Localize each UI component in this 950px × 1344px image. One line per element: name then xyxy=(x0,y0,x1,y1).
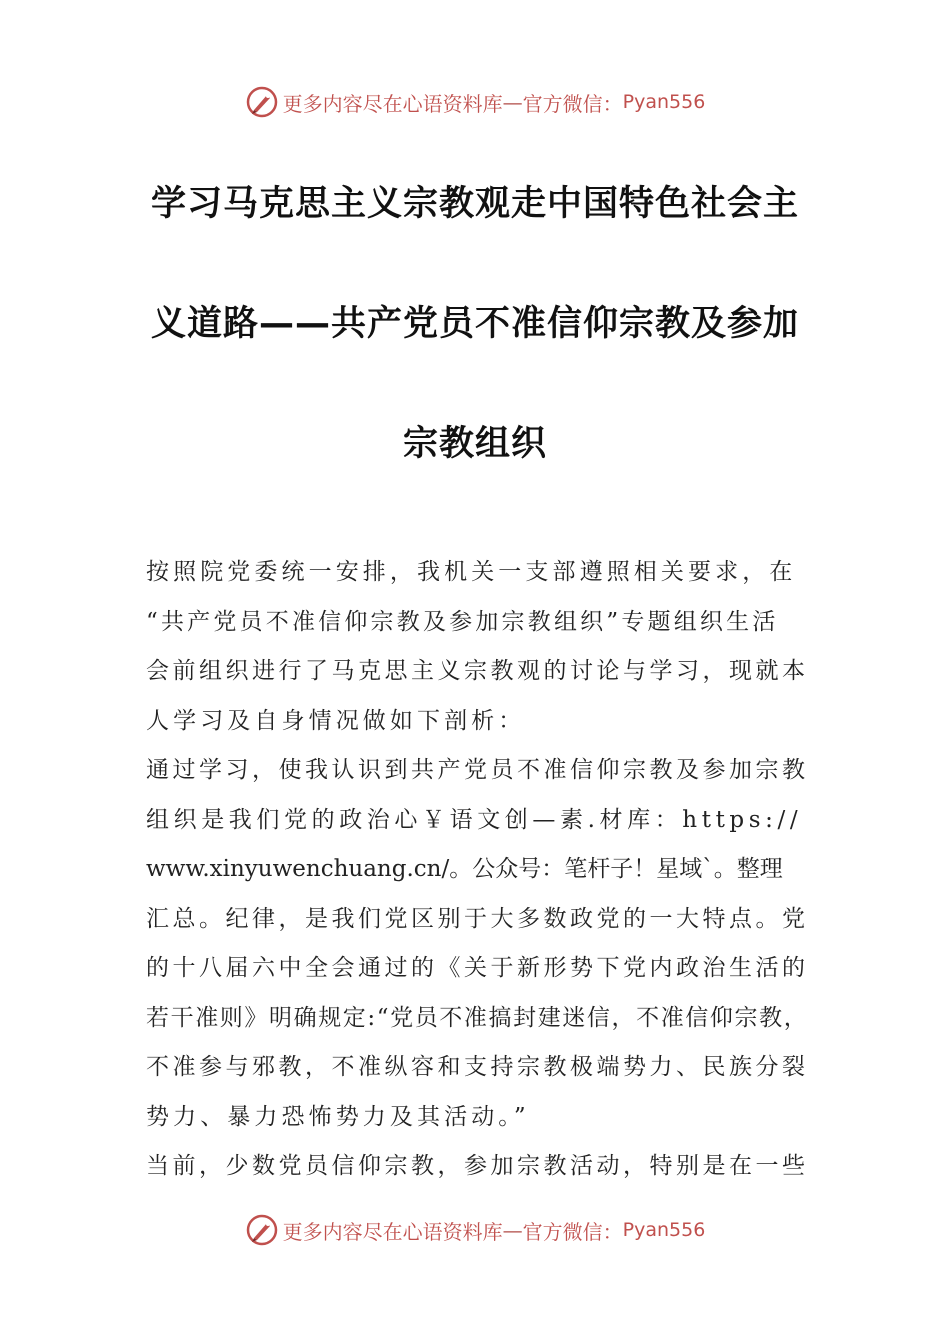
document-title-line-2: 义道路——共产党员不准信仰宗教及参加 xyxy=(150,304,799,344)
banner-wechat-id: Pyan556 xyxy=(622,1219,706,1241)
banner-text: 更多内容尽在心语资料库 xyxy=(282,91,503,116)
banner-wechat-id: Pyan556 xyxy=(622,91,706,113)
banner-wechat-label: 官方微信： xyxy=(522,1219,623,1244)
body-line: www.xinyuwenchuang.cn/。公众号：笔杆子！星域`。整理 xyxy=(146,856,783,882)
banner-text: 更多内容尽在心语资料库 xyxy=(282,1219,503,1244)
body-line: 汇总。纪律，是我们党区别于大多数政党的一大特点。党 xyxy=(146,905,809,932)
pen-logo-icon xyxy=(245,85,279,119)
document-title-line-3: 宗教组织 xyxy=(402,424,547,464)
body-line: 不准参与邪教，不准纵容和支持宗教极端势力、民族分裂 xyxy=(146,1054,809,1080)
body-line: 人学习及自身情况做如下剖析： xyxy=(146,707,526,734)
body-line: 按照院党委统一安排，我机关一支部遵照相关要求，在 xyxy=(146,559,797,585)
banner-wechat-label: 官方微信： xyxy=(522,91,623,116)
body-line: 的十八届六中全会通过的《关于新形势下党内政治生活的 xyxy=(146,955,809,981)
banner-dash: — xyxy=(502,1218,523,1242)
body-line: 若干准则》明确规定:“党员不准搞封建迷信，不准信仰宗教， xyxy=(146,1004,809,1031)
document-title-line-1: 学习马克思主义宗教观走中国特色社会主 xyxy=(150,184,799,224)
body-line: 组织是我们党的政治心￥语文创—素.材库：https:// xyxy=(146,806,803,833)
body-line: “共产党员不准信仰宗教及参加宗教组织”专题组织生活 xyxy=(146,608,779,635)
banner-dash: — xyxy=(502,90,523,114)
body-line: 会前组织进行了马克思主义宗教观的讨论与学习，现就本 xyxy=(146,658,809,684)
document-body xyxy=(146,548,810,1192)
body-line: 通过学习，使我认识到共产党员不准信仰宗教及参加宗教 xyxy=(146,757,809,783)
footer-banner xyxy=(0,1208,950,1252)
pen-logo-icon xyxy=(245,1213,279,1247)
header-banner xyxy=(0,80,950,124)
body-line: 势力、暴力恐怖势力及其活动。” xyxy=(146,1103,530,1130)
body-line: 当前，少数党员信仰宗教，参加宗教活动，特别是在一些 xyxy=(146,1153,809,1179)
